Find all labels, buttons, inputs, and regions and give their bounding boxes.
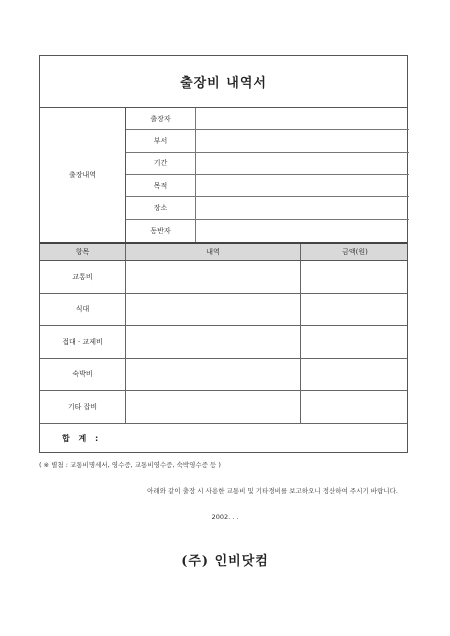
row-amount [301,261,409,293]
report-date: 2002. . . [211,513,239,521]
attachment-note: ( ※ 별첨 : 교통비명세서, 영수증, 교통비영수증, 숙박영수증 등 ) [39,461,221,469]
expense-table-header [40,242,407,261]
document-title: 출장비 내역서 [40,56,407,108]
field-label: 부서 [126,130,196,151]
row-detail [126,294,301,326]
row-item: 기타 잡비 [40,391,126,423]
table-row [40,359,407,392]
field-label: 기간 [126,153,196,174]
total-label: 합 계 : [62,433,102,443]
field-row-companion [126,220,409,242]
expense-report-form [39,55,408,453]
field-row-traveler [126,108,409,130]
row-detail [126,261,301,293]
trip-info-section [40,108,407,242]
row-item: 접대 · 교제비 [40,326,126,358]
total-row [40,424,407,453]
row-item: 식대 [40,294,126,326]
table-row [40,391,407,424]
row-amount [301,326,409,358]
row-item: 숙박비 [40,359,126,391]
field-row-purpose [126,175,409,197]
row-amount [301,359,409,391]
row-detail [126,326,301,358]
row-amount [301,294,409,326]
field-label: 출장자 [126,108,196,129]
trip-info-label: 출장내역 [40,108,126,242]
field-row-period [126,153,409,175]
header-detail: 내역 [126,244,301,260]
field-row-place [126,197,409,219]
row-detail [126,391,301,423]
field-label: 동반자 [126,220,196,242]
row-amount [301,391,409,423]
header-amount: 금액(원) [342,248,368,256]
row-item: 교통비 [40,261,126,293]
field-label: 목적 [126,175,196,196]
field-label: 장소 [126,197,196,218]
row-detail [126,359,301,391]
header-item: 항목 [40,244,126,260]
table-row [40,294,407,327]
field-row-department [126,130,409,152]
report-statement: 아래와 같이 출장 시 사용한 교통비 및 기타경비를 보고하오니 정산하여 주시기 바랍니다. [147,487,398,495]
table-row [40,261,407,294]
table-row [40,326,407,359]
company-name: (주) 인비닷컴 [181,554,269,569]
